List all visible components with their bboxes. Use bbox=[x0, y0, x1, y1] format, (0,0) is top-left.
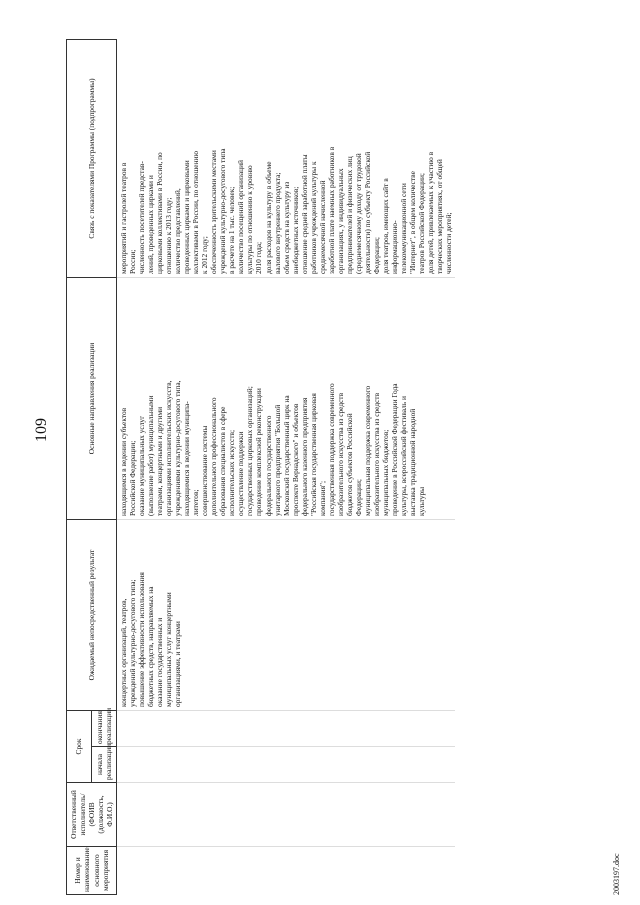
cell-event-number bbox=[117, 847, 456, 895]
cell-term-end bbox=[117, 710, 456, 746]
text-line: компания"; bbox=[317, 480, 327, 516]
cell-expected-result bbox=[117, 519, 456, 710]
text-line: театров Российской Федерации; bbox=[417, 173, 427, 274]
text-line: заработной плате наемных работников в bbox=[326, 146, 336, 274]
header-row bbox=[67, 39, 92, 894]
text-line: литетов; bbox=[191, 489, 201, 516]
document-id: 2003197.doc bbox=[612, 853, 621, 895]
text-line: валового внутреннего продукта; bbox=[272, 172, 282, 274]
text-line: Федерации; bbox=[371, 237, 381, 274]
cell-indicators bbox=[117, 39, 456, 277]
text-line: унитарного предприятия "Большой bbox=[272, 404, 282, 516]
text-line: к 2012 году; bbox=[200, 236, 210, 274]
text-line: внебюджетных источников; bbox=[290, 186, 300, 274]
text-line: совершенствование системы bbox=[200, 425, 210, 516]
program-table bbox=[66, 39, 455, 895]
text-line: 2010 года; bbox=[254, 241, 264, 274]
text-line: организациями исполнительских искусств, bbox=[164, 380, 174, 516]
text-line: коллективами в России, по отношению bbox=[191, 150, 201, 274]
text-line: учреждений культурно-досугового типа bbox=[218, 148, 228, 274]
text-line: мероприятий и гастролей театров в bbox=[119, 162, 128, 274]
cell-responsible bbox=[117, 783, 456, 847]
header-expected-result: Ожидаемый непосредственный результат bbox=[67, 519, 117, 710]
text-line: бюджетных средств, направляемых на bbox=[146, 586, 156, 707]
text-line: работников учреждений культуры к bbox=[308, 161, 318, 274]
text-line: выставка традиционной народной bbox=[408, 408, 417, 516]
text-line: численности детей; bbox=[444, 212, 454, 274]
text-line: "Интернет", в общем количестве bbox=[408, 171, 417, 274]
text-line: проведенных цирками и цирковыми bbox=[182, 160, 192, 274]
text-line: объем средств на культуру из bbox=[281, 181, 291, 274]
text-line: обеспеченность зрительскими местами bbox=[209, 150, 219, 274]
text-line: муниципальная поддержка современного bbox=[362, 385, 372, 516]
text-line: проспекте Вернадского" и объектов bbox=[290, 403, 300, 516]
text-line: проведение в Российской Федерации Года bbox=[389, 383, 399, 516]
text-line: доля расходов на культуру в объеме bbox=[263, 161, 273, 274]
page-number: 109 bbox=[33, 418, 50, 442]
cell-term-start bbox=[117, 747, 456, 783]
text-line: цирковыми коллективами в России, по bbox=[155, 152, 165, 274]
text-line: доля детей, привлекаемых к участию в bbox=[426, 151, 436, 274]
text-line: культуры bbox=[417, 486, 427, 516]
text-line: повышение эффективности использования bbox=[137, 572, 147, 707]
text-line: изобразительного искусства из средств bbox=[335, 392, 345, 516]
text-line: осуществление поддержки bbox=[236, 431, 246, 516]
text-line: культуры, всероссийский фестиваль и bbox=[398, 396, 408, 516]
text-line: доля театров, имеющих сайт в bbox=[380, 178, 390, 274]
text-line: оказание государственных и bbox=[155, 617, 165, 707]
directions-text bbox=[119, 281, 426, 516]
header-directions: Основные направления реализации bbox=[67, 277, 117, 519]
cell-directions bbox=[117, 277, 456, 519]
header-term-end: окончания реализации bbox=[92, 710, 117, 746]
text-line: среднемесячной начисленной bbox=[317, 180, 327, 274]
text-line: федерального государственного bbox=[263, 415, 273, 516]
text-line: количество посещений организаций bbox=[236, 160, 246, 274]
text-line: федерального казенного предприятия bbox=[299, 397, 309, 516]
text-line: творческих мероприятиях, от общей bbox=[435, 159, 445, 274]
text-line: находящимися в ведении муниципа- bbox=[182, 401, 192, 516]
text-line: изобразительного искусства из средств bbox=[371, 392, 381, 516]
text-line: организациях, у индивидуальных bbox=[335, 168, 345, 274]
table-row bbox=[117, 39, 456, 894]
text-line: количество представлений, bbox=[173, 188, 183, 274]
text-line: численность посетителей представ- bbox=[137, 161, 147, 274]
text-line: оказание муниципальных услуг bbox=[137, 415, 147, 516]
text-line: отношению к 2013 году; bbox=[164, 197, 174, 274]
text-line: информационно- bbox=[389, 220, 399, 274]
text-line: проведение комплексной реконструкции bbox=[254, 388, 264, 516]
text-line: (среднемесячному доходу от трудовой bbox=[353, 153, 363, 274]
text-line: Федерации; bbox=[353, 479, 363, 516]
header-indicators: Связь с показателями Программы (подпрограммы) bbox=[67, 39, 117, 277]
text-line: государственных цирковых организаций; bbox=[245, 386, 255, 516]
text-line: лений, проведенных цирками и bbox=[146, 175, 156, 274]
text-line: предпринимателей и физических лиц bbox=[344, 156, 354, 274]
text-line: учреждений культурно-досугового типа; bbox=[128, 579, 138, 707]
text-line: театрами, концертными и другими bbox=[155, 406, 165, 516]
indicators-text bbox=[119, 42, 453, 274]
header-event-number: Номер и наименование основного мероприятия bbox=[67, 847, 117, 895]
text-line: культуры по отношению к уровню bbox=[245, 165, 255, 274]
text-line: Российской Федерации; bbox=[128, 440, 138, 516]
text-line: муниципальных бюджетов; bbox=[380, 429, 390, 516]
text-line: муниципальных услуг концертными bbox=[164, 592, 174, 707]
text-line: деятельности) по субъекту Российской bbox=[362, 151, 372, 274]
text-line: концертных организаций, театров, bbox=[119, 598, 128, 707]
text-line: России; bbox=[128, 249, 138, 274]
header-responsible: Ответственный исполнитель/ (ФОИВ (должность, Ф.И.О.) bbox=[67, 783, 117, 847]
expected-result-text bbox=[119, 523, 182, 707]
text-line: исполнительских искусств; bbox=[227, 429, 237, 516]
text-line: телекоммуникационной сети bbox=[398, 183, 408, 274]
header-term-start: начала реализации bbox=[92, 747, 117, 783]
text-line: в расчете на 1 тыс. человек; bbox=[227, 186, 237, 274]
text-line: учреждениями культурно-досугового типа, bbox=[173, 380, 183, 516]
header-term: Срок bbox=[67, 710, 92, 782]
program-table-container bbox=[66, 40, 596, 895]
text-line: находящимся в ведении субъектов bbox=[119, 407, 128, 516]
text-line: организациями, и театрами bbox=[173, 621, 183, 707]
text-line: (выполнение работ) муниципальными bbox=[146, 395, 156, 516]
text-line: государственная поддержка современного bbox=[326, 383, 336, 516]
text-line: бюджетов субъектов Российской bbox=[344, 413, 354, 516]
text-line: образования специалистов в сфере bbox=[218, 406, 228, 516]
text-line: дополнительного профессионального bbox=[209, 397, 219, 516]
text-line: "Российская государственная цирковая bbox=[308, 393, 318, 516]
text-line: отношение средней заработной платы bbox=[299, 154, 309, 274]
text-line: Московский государственный цирк на bbox=[281, 395, 291, 516]
